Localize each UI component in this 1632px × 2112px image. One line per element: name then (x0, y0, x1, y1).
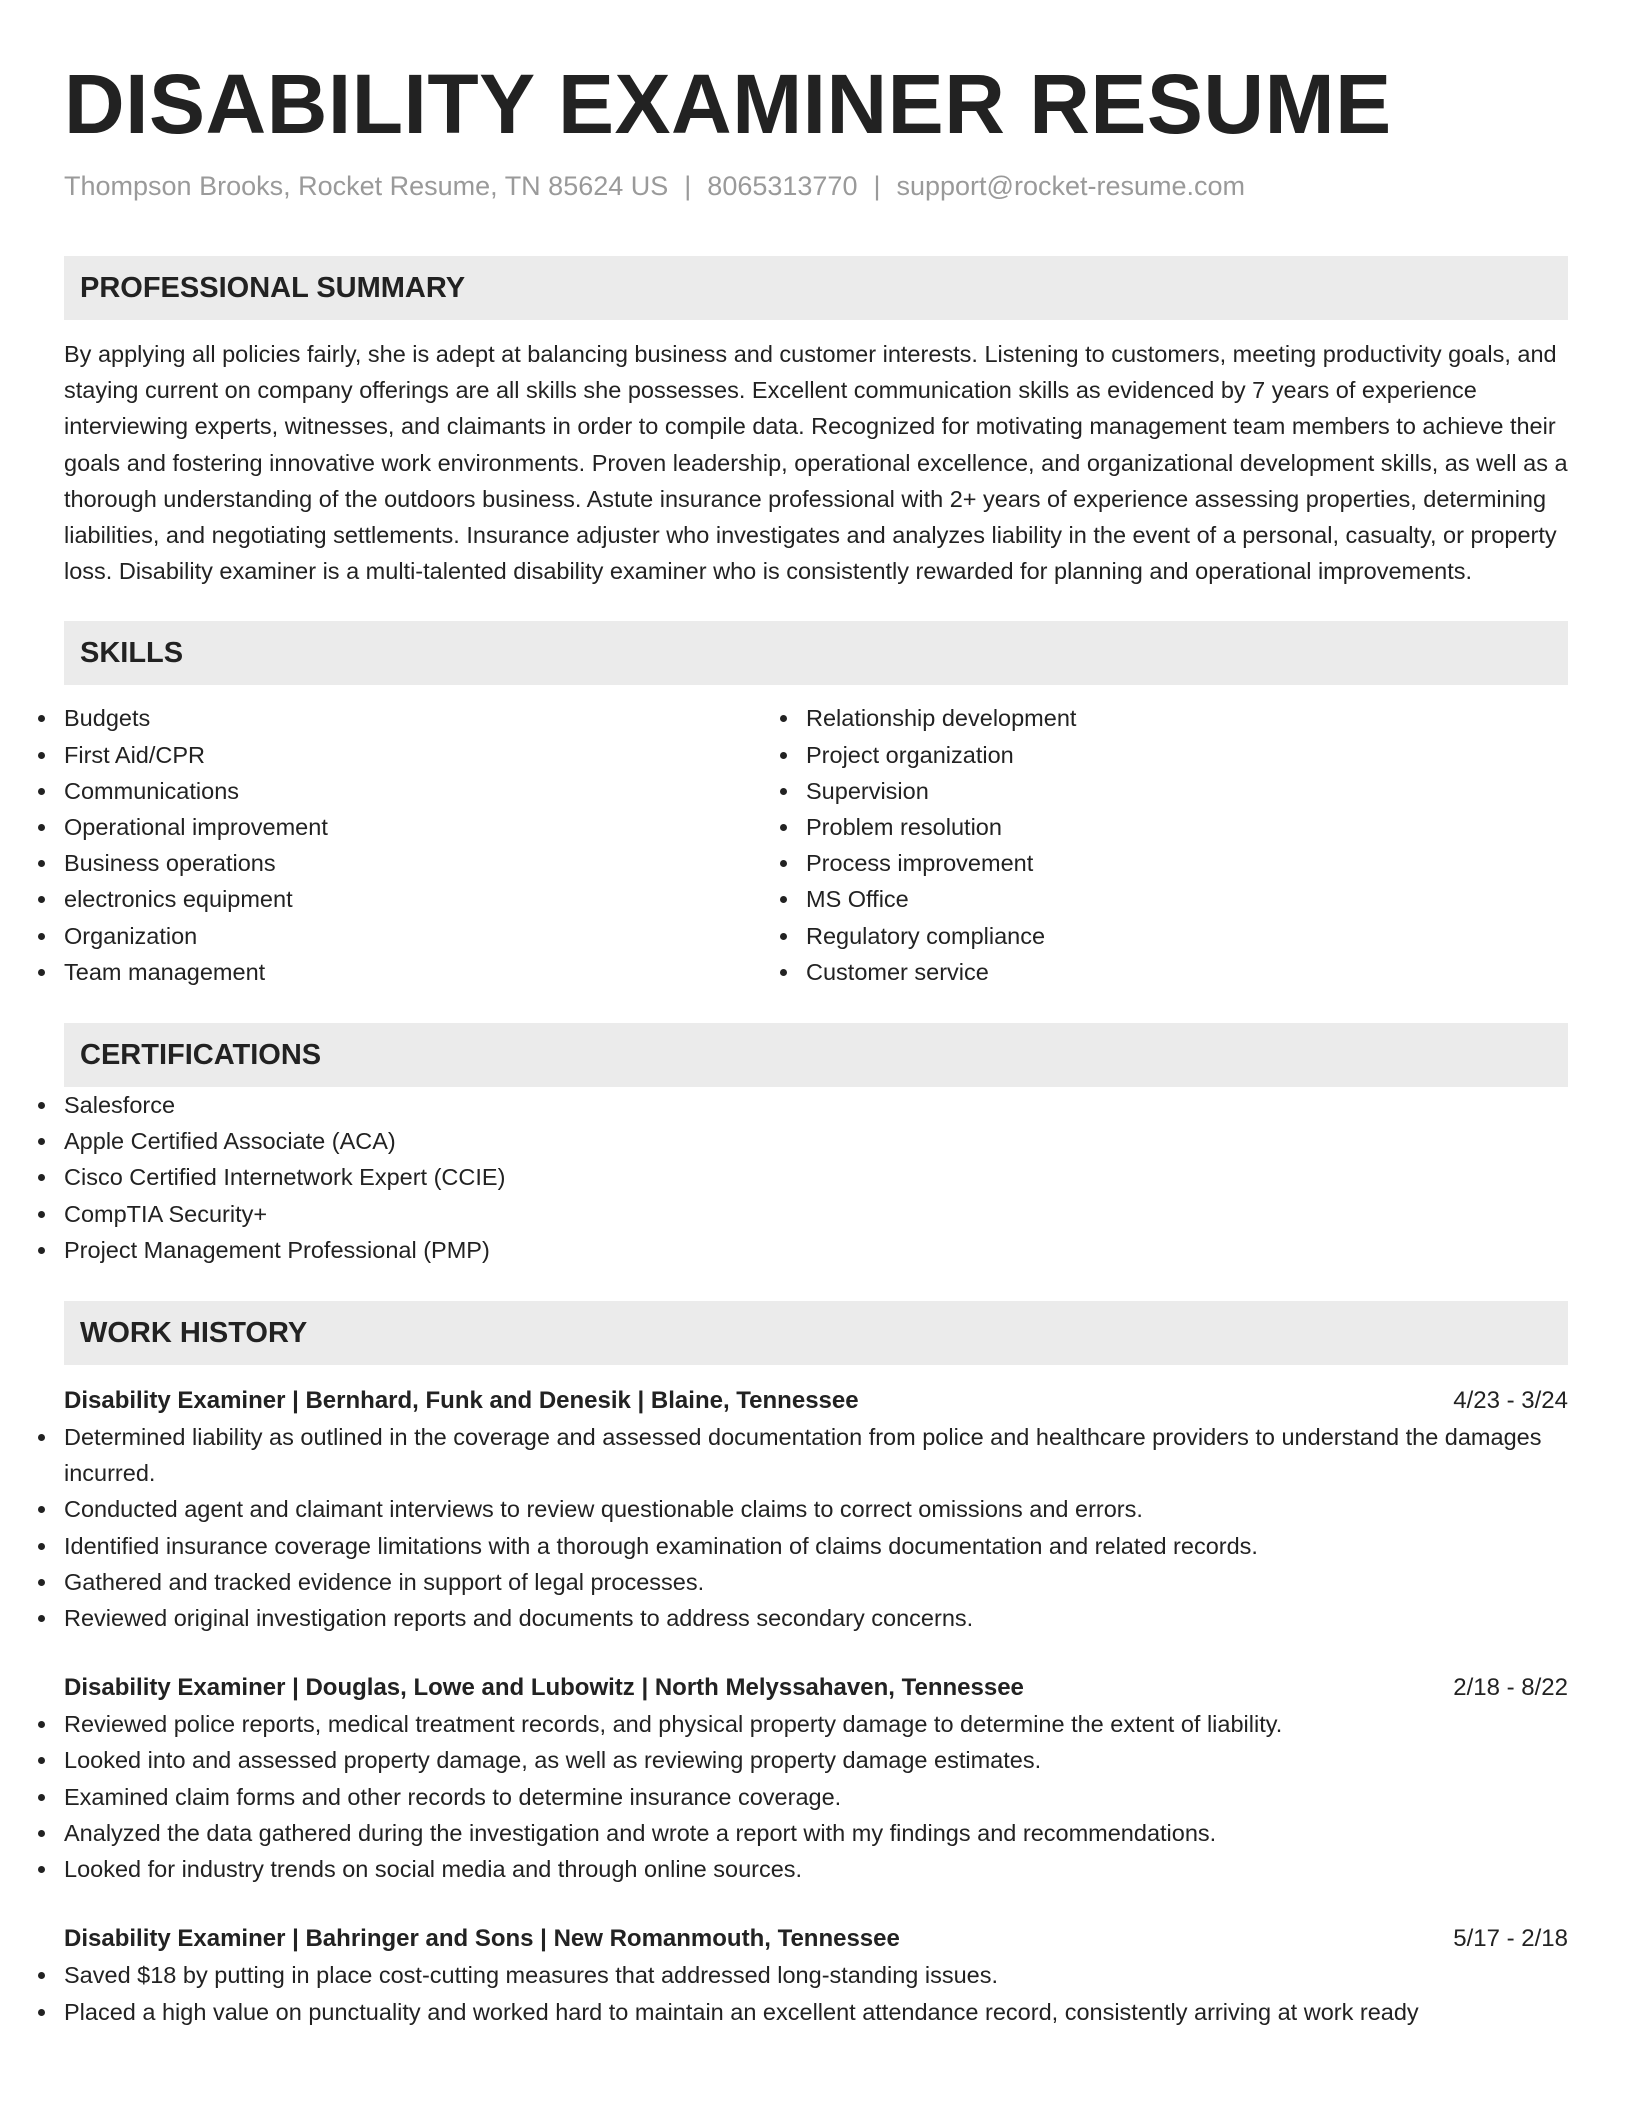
job-title-row (64, 1921, 1568, 1957)
contact-separator: | (873, 171, 881, 201)
job-bullet: Determined liability as outlined in the coverage and assessed documentation from police and healthcare providers to understand the damages incurred. (64, 1419, 1568, 1491)
section-header-certifications: CERTIFICATIONS (64, 1023, 1568, 1087)
certifications-list (64, 1087, 1568, 1268)
resume-page (64, 0, 1568, 2030)
contact-phone: 8065313770 (707, 171, 858, 201)
job-bullets (64, 1706, 1568, 1887)
job-bullet: Conducted agent and claimant interviews to review questionable claims to correct omissions and errors. (64, 1491, 1568, 1527)
section-header-work-history: WORK HISTORY (64, 1301, 1568, 1365)
contact-separator: | (684, 171, 692, 201)
job-title: Disability Examiner | Douglas, Lowe and Lubowitz | North Melyssahaven, Tennessee (64, 1674, 1024, 1702)
contact-email: support@rocket-resume.com (896, 171, 1246, 201)
job-bullet: Reviewed police reports, medical treatment records, and physical property damage to determine the extent of liability. (64, 1706, 1568, 1742)
contact-address: Thompson Brooks, Rocket Resume, TN 85624 US (64, 171, 669, 201)
job-bullet: Reviewed original investigation reports and documents to address secondary concerns. (64, 1600, 1568, 1636)
job-entry (64, 1383, 1568, 1636)
skills-list-left (64, 700, 806, 990)
summary-text: By applying all policies fairly, she is adept at balancing business and customer interests. Listening to customers, meeting productivity goals, and staying current on company offerings are all skills she possesses. Excellent communication skills as evidenced by 7 years of experience interviewing experts, witnesses, and claimants in order to compile data. Recognized for motivating management team members to achieve their goals and fostering innovative work environments. Proven leadership, operational excellence, and organizational development skills, as well as a thorough understanding of the outdoors business. Astute insurance professional with 2+ years of experience assessing properties, determining liabilities, and negotiating settlements. Insurance adjuster who investigates and analyzes liability in the event of a personal, casualty, or property loss. Disability examiner is a multi-talented disability examiner who is consistently rewarded for planning and operational improvements. (64, 341, 1568, 585)
job-dates: 2/18 - 8/22 (1453, 1674, 1568, 1702)
job-bullet: Identified insurance coverage limitations with a thorough examination of claims documentation and related records. (64, 1528, 1568, 1564)
certification-item: CompTIA Security+ (64, 1196, 1568, 1232)
section-header-skills: SKILLS (64, 621, 1568, 685)
job-title: Disability Examiner | Bahringer and Sons | New Romanmouth, Tennessee (64, 1925, 900, 1953)
resume-title: DISABILITY EXAMINER RESUME (64, 57, 1392, 151)
job-bullets (64, 1419, 1568, 1636)
skill-item: MS Office (806, 881, 1548, 917)
skill-item: Budgets (64, 700, 806, 736)
job-title-row (64, 1670, 1568, 1706)
skills-list-right (806, 700, 1548, 990)
section-header-summary: PROFESSIONAL SUMMARY (64, 256, 1568, 320)
job-bullet: Examined claim forms and other records to determine insurance coverage. (64, 1779, 1568, 1815)
job-bullet: Analyzed the data gathered during the investigation and wrote a report with my findings and recommendations. (64, 1815, 1568, 1851)
skill-item: Organization (64, 918, 806, 954)
job-bullet: Placed a high value on punctuality and worked hard to maintain an excellent attendance record, consistently arriving at work ready (64, 1994, 1568, 2030)
skill-item: Customer service (806, 954, 1548, 990)
skill-item: Communications (64, 773, 806, 809)
job-title-row (64, 1383, 1568, 1419)
job-bullet: Looked for industry trends on social media and through online sources. (64, 1851, 1568, 1887)
certification-item: Salesforce (64, 1087, 1568, 1123)
job-entry (64, 1670, 1568, 1887)
job-bullet: Saved $18 by putting in place cost-cutting measures that addressed long-standing issues. (64, 1957, 1568, 1993)
skill-item: First Aid/CPR (64, 737, 806, 773)
job-title: Disability Examiner | Bernhard, Funk and Denesik | Blaine, Tennessee (64, 1387, 859, 1415)
skill-item: Project organization (806, 737, 1548, 773)
job-dates: 5/17 - 2/18 (1453, 1925, 1568, 1953)
contact-line (64, 168, 1568, 204)
certification-item: Cisco Certified Internetwork Expert (CCIE) (64, 1159, 1568, 1195)
job-bullets (64, 1957, 1568, 2029)
skill-item: Operational improvement (64, 809, 806, 845)
certification-item: Apple Certified Associate (ACA) (64, 1123, 1568, 1159)
skill-item: Relationship development (806, 700, 1548, 736)
skills-columns (64, 700, 1568, 990)
job-dates: 4/23 - 3/24 (1453, 1387, 1568, 1415)
job-bullet: Looked into and assessed property damage, as well as reviewing property damage estimates. (64, 1742, 1568, 1778)
job-bullet: Gathered and tracked evidence in support of legal processes. (64, 1564, 1568, 1600)
skill-item: Business operations (64, 845, 806, 881)
skill-item: Team management (64, 954, 806, 990)
job-entry (64, 1921, 1568, 2029)
skill-item: electronics equipment (64, 881, 806, 917)
skill-item: Regulatory compliance (806, 918, 1548, 954)
certification-item: Project Management Professional (PMP) (64, 1232, 1568, 1268)
skill-item: Process improvement (806, 845, 1548, 881)
skill-item: Problem resolution (806, 809, 1548, 845)
skill-item: Supervision (806, 773, 1548, 809)
